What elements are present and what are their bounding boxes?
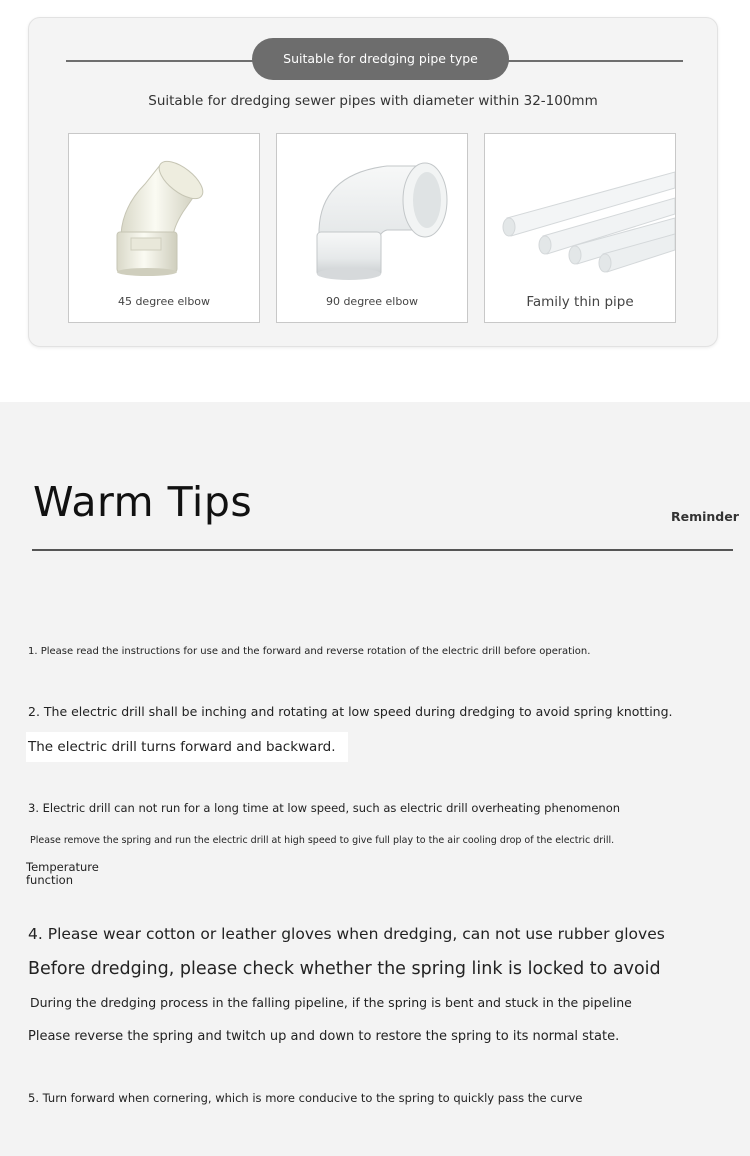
page-title: Warm Tips <box>33 478 253 526</box>
tile-label: 90 degree elbow <box>325 295 419 308</box>
tip-3-note-line-1: Temperature <box>26 860 99 874</box>
title-divider <box>32 549 733 551</box>
tile-family-thin-pipe <box>484 133 676 323</box>
tip-3-note-line-2: function <box>26 873 73 887</box>
pipe-type-pill: Suitable for dredging pipe type <box>252 38 509 80</box>
tile-label: Family thin pipe <box>526 294 634 310</box>
tile-90-degree-elbow <box>276 133 468 323</box>
tile-45-degree-elbow <box>68 133 260 323</box>
tip-2: 2. The electric drill shall be inching and rotating at low speed during dredging to avoid spring knotting. <box>28 704 673 719</box>
pipe-type-section <box>0 0 750 402</box>
tip-3: 3. Electric drill can not run for a long time at low speed, such as electric drill overheating phenomenon <box>28 801 621 815</box>
pipe-type-card <box>28 17 718 347</box>
elbow-90-icon <box>277 134 467 322</box>
elbow-45-icon <box>69 134 259 322</box>
tip-4: 4. Please wear cotton or leather gloves when dredging, can not use rubber gloves <box>28 925 665 943</box>
tip-4-process: During the dredging process in the falling pipeline, if the spring is bent and stuck in the pipeline <box>30 995 632 1010</box>
tile-label: 45 degree elbow <box>117 295 211 308</box>
reminder-label: Reminder <box>671 509 739 524</box>
tip-3-note <box>26 861 99 887</box>
pipe-diameter-note: Suitable for dredging sewer pipes with diameter within 32-100mm <box>148 93 598 109</box>
tip-4-check: Before dredging, please check whether the spring link is locked to avoid <box>28 959 661 979</box>
tip-5: 5. Turn forward when cornering, which is more conducive to the spring to quickly pass the curve <box>28 1091 583 1105</box>
tip-1: 1. Please read the instructions for use and the forward and reverse rotation of the electric drill before operation. <box>28 646 591 657</box>
tip-3-detail: Please remove the spring and run the electric drill at high speed to give full play to the air cooling drop of the electric drill. <box>30 835 615 846</box>
tip-4-restore: Please reverse the spring and twitch up and down to restore the spring to its normal state. <box>28 1029 620 1044</box>
tip-2-highlight: The electric drill turns forward and backward. <box>26 732 348 762</box>
